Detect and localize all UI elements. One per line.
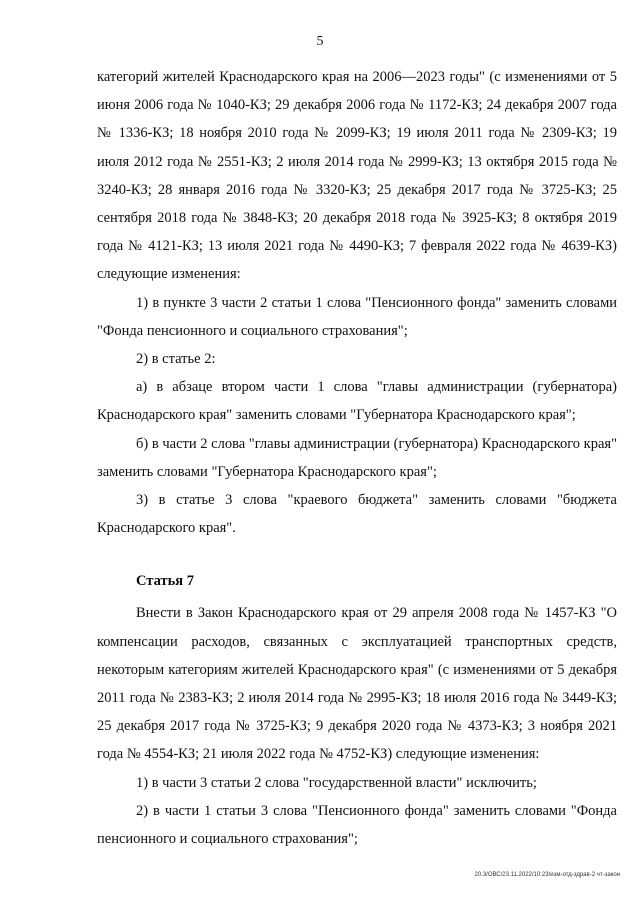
article-7-heading: Статья 7 <box>136 573 194 590</box>
article-7-item-1: 1) в части 3 статьи 2 слова "государственной власти" исключить; <box>136 774 537 791</box>
page-number: 5 <box>316 34 324 49</box>
paragraph-item-1: 1) в пункте 3 части 2 статьи 1 слова "Пенсионного фонда" заменить словами "Фонда пенсионного и социального страхования"; <box>97 294 617 339</box>
document-body <box>97 63 617 853</box>
article-7-intro: Внести в Закон Краснодарского края от 29 апреля 2008 года № 1457-КЗ "О компенсации расходов, связанных с эксплуатацией транспортных средств, некоторым категориям жителей Краснодарского края" (с изменениями от 5 декабря 2011 года № 2383-КЗ; 2 июля 2014 года № 2995-КЗ; 18 июля 2016 года № 3449-КЗ; 25 декабря 2017 года № 3725-КЗ; 9 декабря 2020 года № 4373-КЗ; 3 ноября 2021 года № 4554-КЗ; 21 июля 2022 года № 4752-КЗ) следующие изменения: <box>97 605 617 763</box>
document-footer-code: 20.3/ОВС/23.11.2022/10:23/изм-отд-здрав-2 чт-закон <box>474 872 620 878</box>
paragraph-item-2b: б) в части 2 слова "главы администрации (губернатора) Краснодарского края" заменить словами "Губернатора Краснодарского края"; <box>97 435 617 480</box>
paragraph-item-3: 3) в статье 3 слова "краевого бюджета" заменить словами "бюджета Краснодарского края". <box>97 492 617 537</box>
paragraph-item-2a: а) в абзаце втором части 1 слова "главы администрации (губернатора) Краснодарского края" заменить словами "Губернатора Краснодарского края"; <box>97 379 617 424</box>
paragraph-item-2: 2) в статье 2: <box>136 351 216 368</box>
article-7-item-2: 2) в части 1 статьи 3 слова "Пенсионного фонда" заменить словами "Фонда пенсионного и социального страхования"; <box>97 802 617 848</box>
paragraph-continuation: категорий жителей Краснодарского края на 2006—2023 годы" (с изменениями от 5 июня 2006 года № 1040-КЗ; 29 декабря 2006 года № 1172-КЗ; 24 декабря 2007 года № 1336-КЗ; 18 ноября 2010 года № 2099-КЗ; 19 июля 2011 года № 2309-КЗ; 19 июля 2012 года № 2551-КЗ; 2 июля 2014 года № 2999-КЗ; 13 октября 2015 года № 3240-КЗ; 28 января 2016 года № 3320-КЗ; 25 декабря 2017 года № 3725-КЗ; 25 сентября 2018 года № 3848-КЗ; 20 декабря 2018 года № 3925-КЗ; 8 октября 2019 года № 4121-КЗ; 13 июля 2021 года № 4490-КЗ; 7 февраля 2022 года № 4639-КЗ) следующие изменения: <box>97 69 617 283</box>
